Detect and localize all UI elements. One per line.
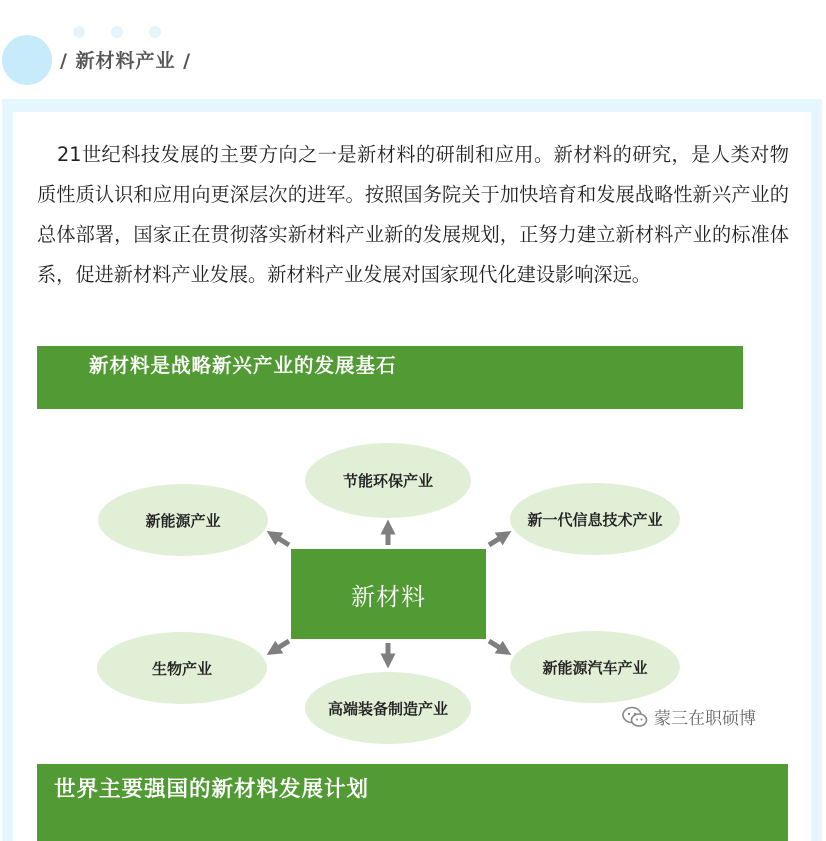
node-bottom-label: 高端装备制造产业 <box>327 699 448 718</box>
decor-circle <box>2 35 52 85</box>
node-lower-left-label: 生物产业 <box>151 659 212 678</box>
figure1-banner-title: 新材料是战略新兴产业的发展基石 <box>89 354 397 377</box>
node-top <box>305 443 471 518</box>
node-upper-left <box>98 484 268 556</box>
center-node <box>291 549 486 639</box>
decor-dot <box>73 26 85 38</box>
watermark-text: 蒙三在职硕博 <box>654 709 756 729</box>
node-lower-left <box>97 632 267 704</box>
node-upper-left-label: 新能源产业 <box>145 511 221 530</box>
node-bottom <box>305 672 471 744</box>
wechat-icon <box>622 706 648 728</box>
article-paragraph: 21世纪科技发展的主要方向之一是新材料的研制和应用。新材料的研究，是人类对物质性质认识和应用向更深层次的进军。按照国务院关于加快培育和发展战略性新兴产业的总体部署，国家正在贯彻落实新材料产业新的发展规划，正努力建立新材料产业的标准体系，促进新材料产业发展。新材料产业发展对国家现代化建设影响深远。 <box>37 143 789 286</box>
figure2-banner <box>37 764 788 841</box>
figure1-banner <box>37 346 743 409</box>
node-lower-right-label: 新能源汽车产业 <box>542 658 648 677</box>
figure2-banner-title: 世界主要强国的新材料发展计划 <box>54 777 370 802</box>
node-upper-right-label: 新一代信息技术产业 <box>527 510 663 529</box>
center-node-label: 新材料 <box>351 582 426 611</box>
watermark <box>622 704 756 729</box>
node-upper-right <box>510 483 680 555</box>
node-lower-right <box>510 631 680 703</box>
decor-dot <box>149 26 161 38</box>
decor-dot <box>111 26 123 38</box>
section-title: / 新材料产业 / <box>60 50 192 72</box>
node-top-label: 节能环保产业 <box>342 472 433 490</box>
